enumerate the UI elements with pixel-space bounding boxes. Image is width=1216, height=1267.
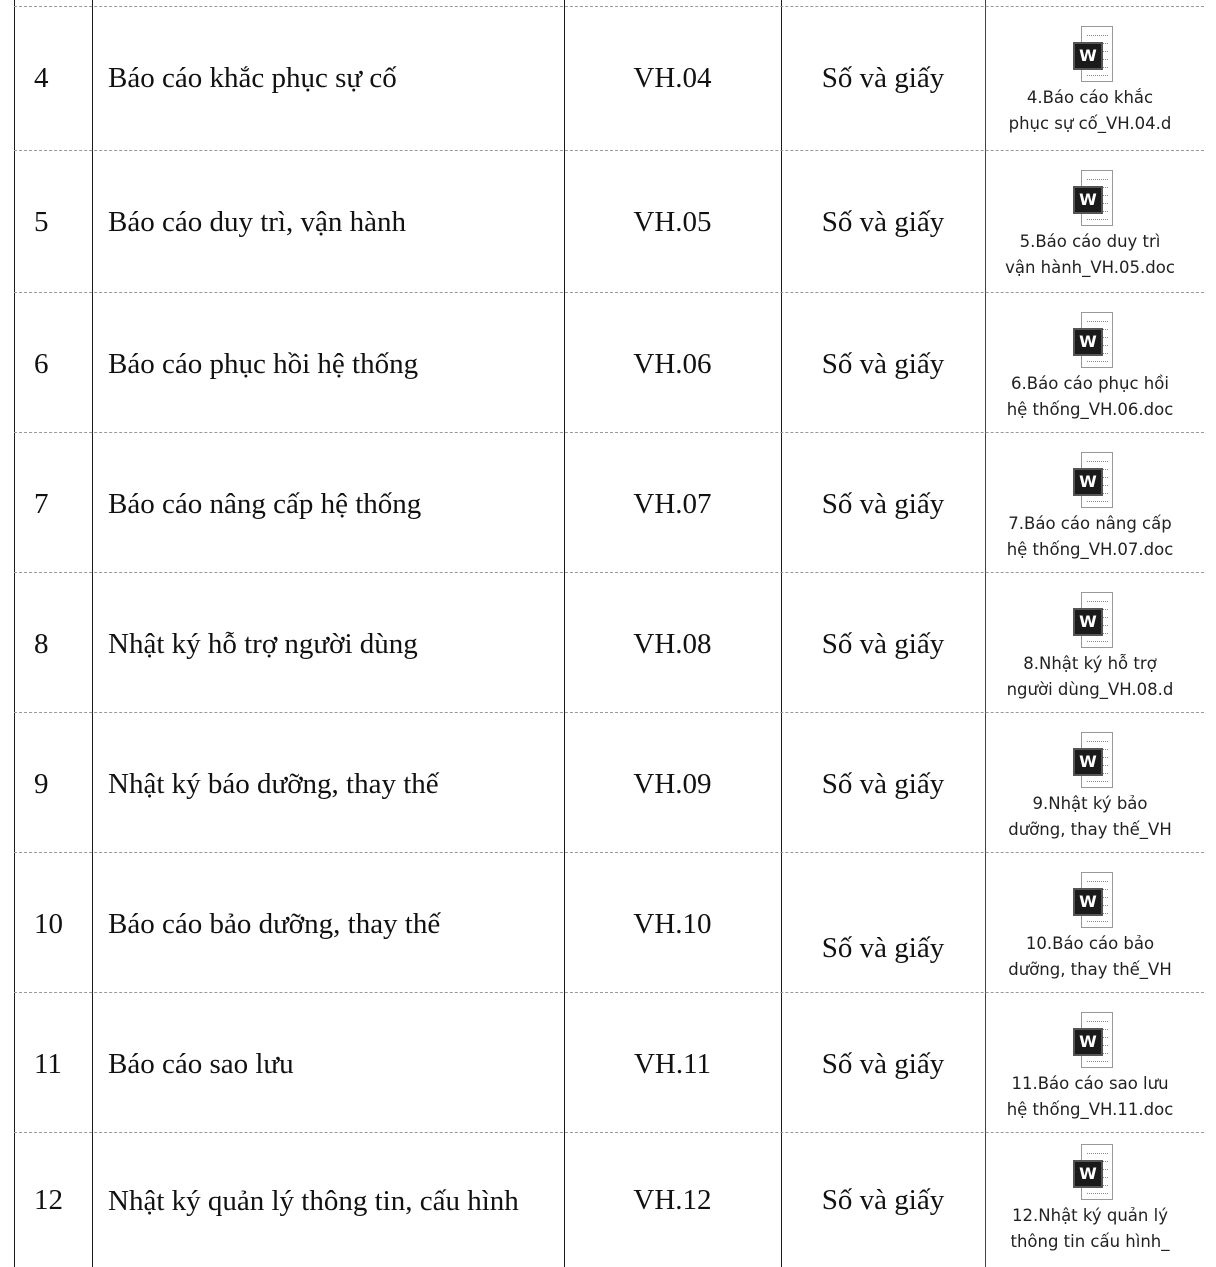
record-code: VH.09 [633, 767, 712, 800]
attached-file[interactable] [985, 994, 1195, 1134]
attached-file[interactable] [985, 434, 1195, 574]
file-name-line: 8.Nhật ký hỗ trợ [1023, 654, 1157, 673]
table-row [0, 854, 1216, 994]
storage-type: Số và giấy [821, 627, 945, 660]
word-document-icon[interactable]: W [1063, 452, 1117, 510]
storage-type: Số và giấy [821, 205, 945, 238]
table-row [0, 994, 1216, 1134]
record-name: Báo cáo sao lưu [108, 1048, 294, 1080]
file-name-line: 9.Nhật ký bảo [1032, 794, 1148, 813]
word-document-icon[interactable]: W [1063, 26, 1117, 84]
word-document-icon[interactable]: W [1063, 592, 1117, 650]
table-row [0, 1134, 1216, 1267]
file-name-line: 11.Báo cáo sao lưu [1011, 1074, 1169, 1093]
row-number: 10 [34, 907, 63, 940]
row-divider [14, 6, 1204, 7]
word-document-icon[interactable]: W [1063, 1012, 1117, 1070]
row-number: 6 [34, 347, 49, 380]
word-document-icon[interactable]: W [1063, 1144, 1117, 1202]
record-code: VH.12 [633, 1184, 712, 1216]
file-name-line: 6.Báo cáo phục hồi [1011, 374, 1169, 393]
file-name-line: người dùng_VH.08.d [1006, 680, 1174, 699]
row-divider [14, 150, 1204, 151]
record-name: Báo cáo duy trì, vận hành [108, 206, 406, 238]
storage-type: Số và giấy [821, 1047, 945, 1080]
word-document-icon[interactable]: W [1063, 312, 1117, 370]
word-document-icon[interactable]: W [1063, 872, 1117, 930]
file-name-line: hệ thống_VH.07.doc [1006, 540, 1174, 559]
record-code: VH.04 [633, 61, 712, 94]
record-code: VH.06 [633, 347, 712, 380]
table-row [0, 434, 1216, 574]
record-name: Nhật ký báo dưỡng, thay thế [108, 768, 439, 800]
record-code: VH.08 [633, 627, 712, 660]
row-number: 12 [34, 1184, 63, 1216]
file-name-line: vận hành_VH.05.doc [1005, 258, 1175, 277]
word-document-icon[interactable]: W [1063, 732, 1117, 790]
record-code: VH.10 [633, 907, 712, 940]
table-row [0, 8, 1216, 148]
file-name-line: 5.Báo cáo duy trì [1019, 232, 1161, 251]
word-document-icon[interactable]: W [1063, 170, 1117, 228]
record-name: Nhật ký quản lý thông tin, cấu hình [108, 1184, 519, 1217]
attached-file[interactable] [985, 1134, 1195, 1267]
attached-file[interactable] [985, 714, 1195, 854]
row-divider [14, 292, 1204, 293]
row-number: 7 [34, 487, 49, 520]
file-name-line: 4.Báo cáo khắc [1026, 88, 1154, 107]
table-row [0, 294, 1216, 434]
attached-file[interactable] [985, 8, 1195, 148]
record-name: Báo cáo nâng cấp hệ thống [108, 488, 422, 520]
record-name: Nhật ký hỗ trợ người dùng [108, 628, 418, 660]
record-code: VH.05 [633, 205, 712, 238]
file-name-line: 7.Báo cáo nâng cấp [1008, 514, 1172, 533]
file-name-line: 12.Nhật ký quản lý [1012, 1206, 1168, 1225]
row-number: 5 [34, 205, 49, 238]
storage-type: Số và giấy [821, 347, 945, 380]
table-row [0, 574, 1216, 714]
storage-type: Số và giấy [821, 61, 945, 94]
attached-file[interactable] [985, 574, 1195, 714]
row-number: 9 [34, 767, 49, 800]
attached-file[interactable] [985, 854, 1195, 994]
record-code: VH.11 [633, 1047, 712, 1080]
storage-type: Số và giấy [821, 931, 945, 964]
record-code: VH.07 [633, 487, 712, 520]
attached-file[interactable] [985, 152, 1195, 292]
file-name-line: dưỡng, thay thế_VH [1008, 960, 1172, 979]
storage-type: Số và giấy [821, 1184, 945, 1216]
file-name-line: hệ thống_VH.11.doc [1006, 1100, 1174, 1119]
file-name-line: 10.Báo cáo bảo [1025, 934, 1155, 953]
attached-file[interactable] [985, 294, 1195, 434]
record-name: Báo cáo khắc phục sự cố [108, 62, 397, 94]
row-number: 8 [34, 627, 49, 660]
file-name-line: phục sự cố_VH.04.d [1008, 114, 1172, 133]
file-name-line: hệ thống_VH.06.doc [1006, 400, 1174, 419]
table-row [0, 152, 1216, 292]
row-number: 4 [34, 61, 49, 94]
record-name: Báo cáo bảo dưỡng, thay thế [108, 908, 441, 940]
row-number: 11 [34, 1047, 62, 1080]
file-name-line: dưỡng, thay thế_VH [1008, 820, 1172, 839]
table-row [0, 714, 1216, 854]
file-name-line: thông tin cấu hình_ [1010, 1232, 1170, 1251]
storage-type: Số và giấy [821, 767, 945, 800]
storage-type: Số và giấy [821, 487, 945, 520]
record-name: Báo cáo phục hồi hệ thống [108, 348, 419, 380]
